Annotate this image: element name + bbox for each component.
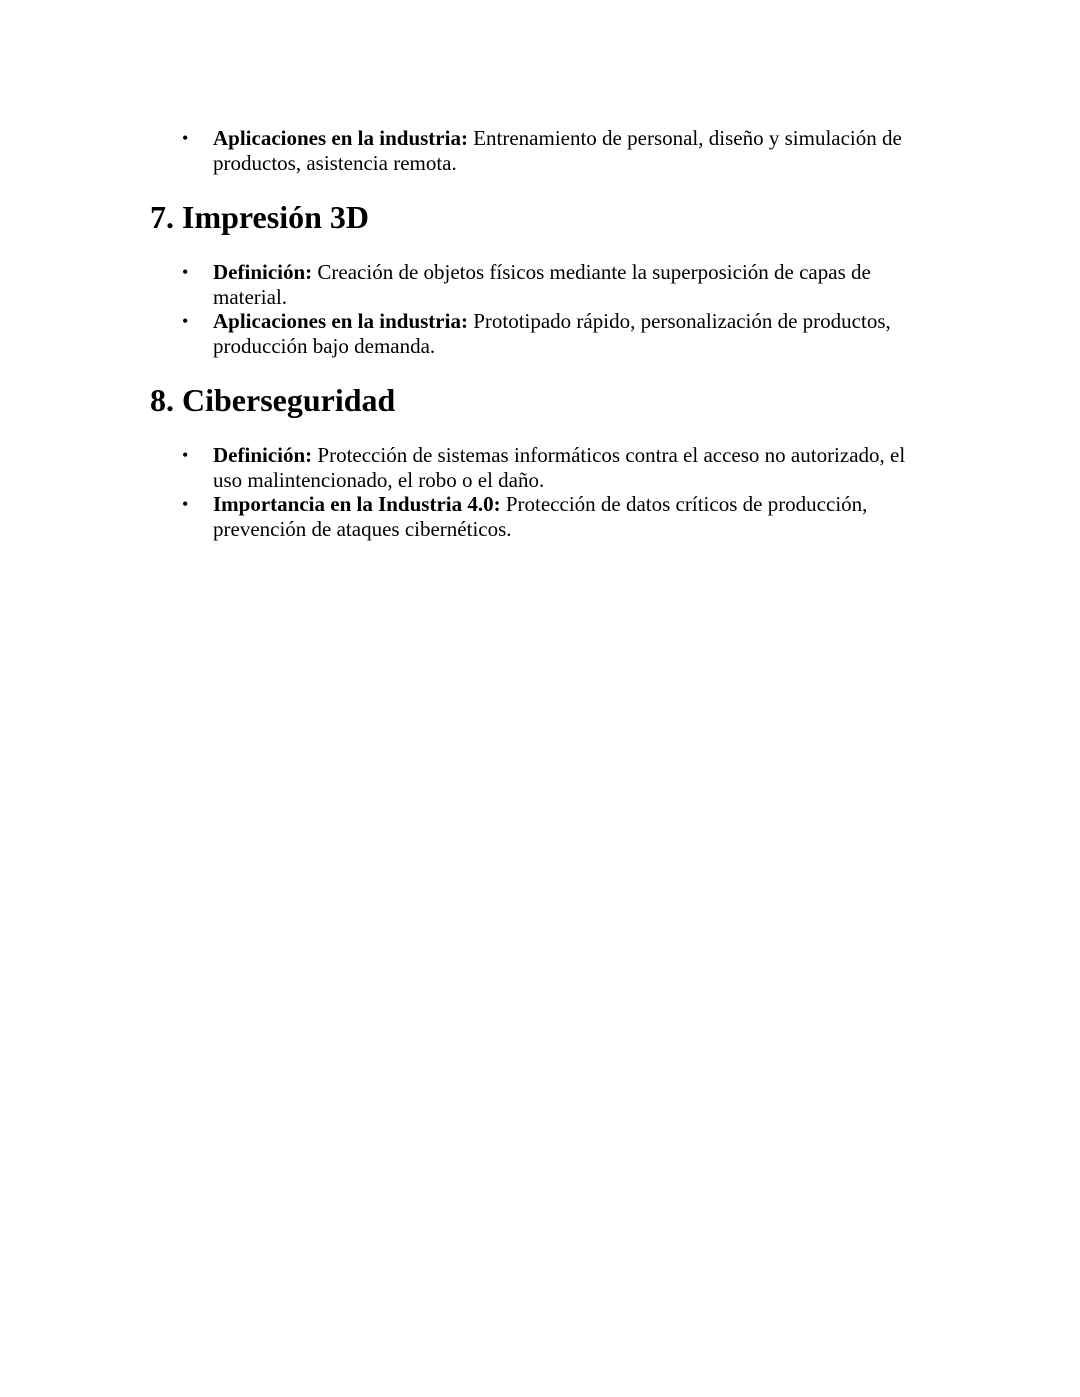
bullet-icon: • bbox=[182, 311, 189, 331]
list-item bbox=[182, 260, 923, 309]
item-label: Aplicaciones en la industria: bbox=[213, 309, 468, 333]
list-item bbox=[182, 492, 923, 541]
item-text: Protección de datos críticos de producción, prevención de ataques cibernéticos. bbox=[213, 492, 868, 541]
item-text: Entrenamiento de personal, diseño y simulación de productos, asistencia remota. bbox=[213, 126, 902, 175]
bullet-icon: • bbox=[182, 128, 189, 148]
bullet-list-ciberseguridad bbox=[182, 443, 923, 541]
bullet-list-impresion-3d bbox=[182, 260, 923, 358]
item-text: Prototipado rápido, personalización de productos, producción bajo demanda. bbox=[213, 309, 891, 358]
bullet-icon: • bbox=[182, 494, 189, 514]
section-heading-ciberseguridad: 8. Ciberseguridad bbox=[150, 382, 396, 418]
bullet-icon: • bbox=[182, 262, 189, 282]
item-label: Definición: bbox=[213, 260, 313, 284]
list-item bbox=[182, 126, 923, 175]
bullet-list-top bbox=[182, 126, 923, 175]
list-item bbox=[182, 443, 923, 492]
item-label: Definición: bbox=[213, 443, 313, 467]
item-label: Aplicaciones en la industria: bbox=[213, 126, 468, 150]
bullet-icon: • bbox=[182, 445, 189, 465]
item-text: Creación de objetos físicos mediante la superposición de capas de material. bbox=[213, 260, 871, 309]
item-text: Protección de sistemas informáticos contra el acceso no autorizado, el uso malintencionado, el robo o el daño. bbox=[213, 443, 906, 492]
section-heading-impresion-3d: 7. Impresión 3D bbox=[150, 199, 369, 235]
list-item bbox=[182, 309, 923, 358]
item-label: Importancia en la Industria 4.0: bbox=[213, 492, 501, 516]
